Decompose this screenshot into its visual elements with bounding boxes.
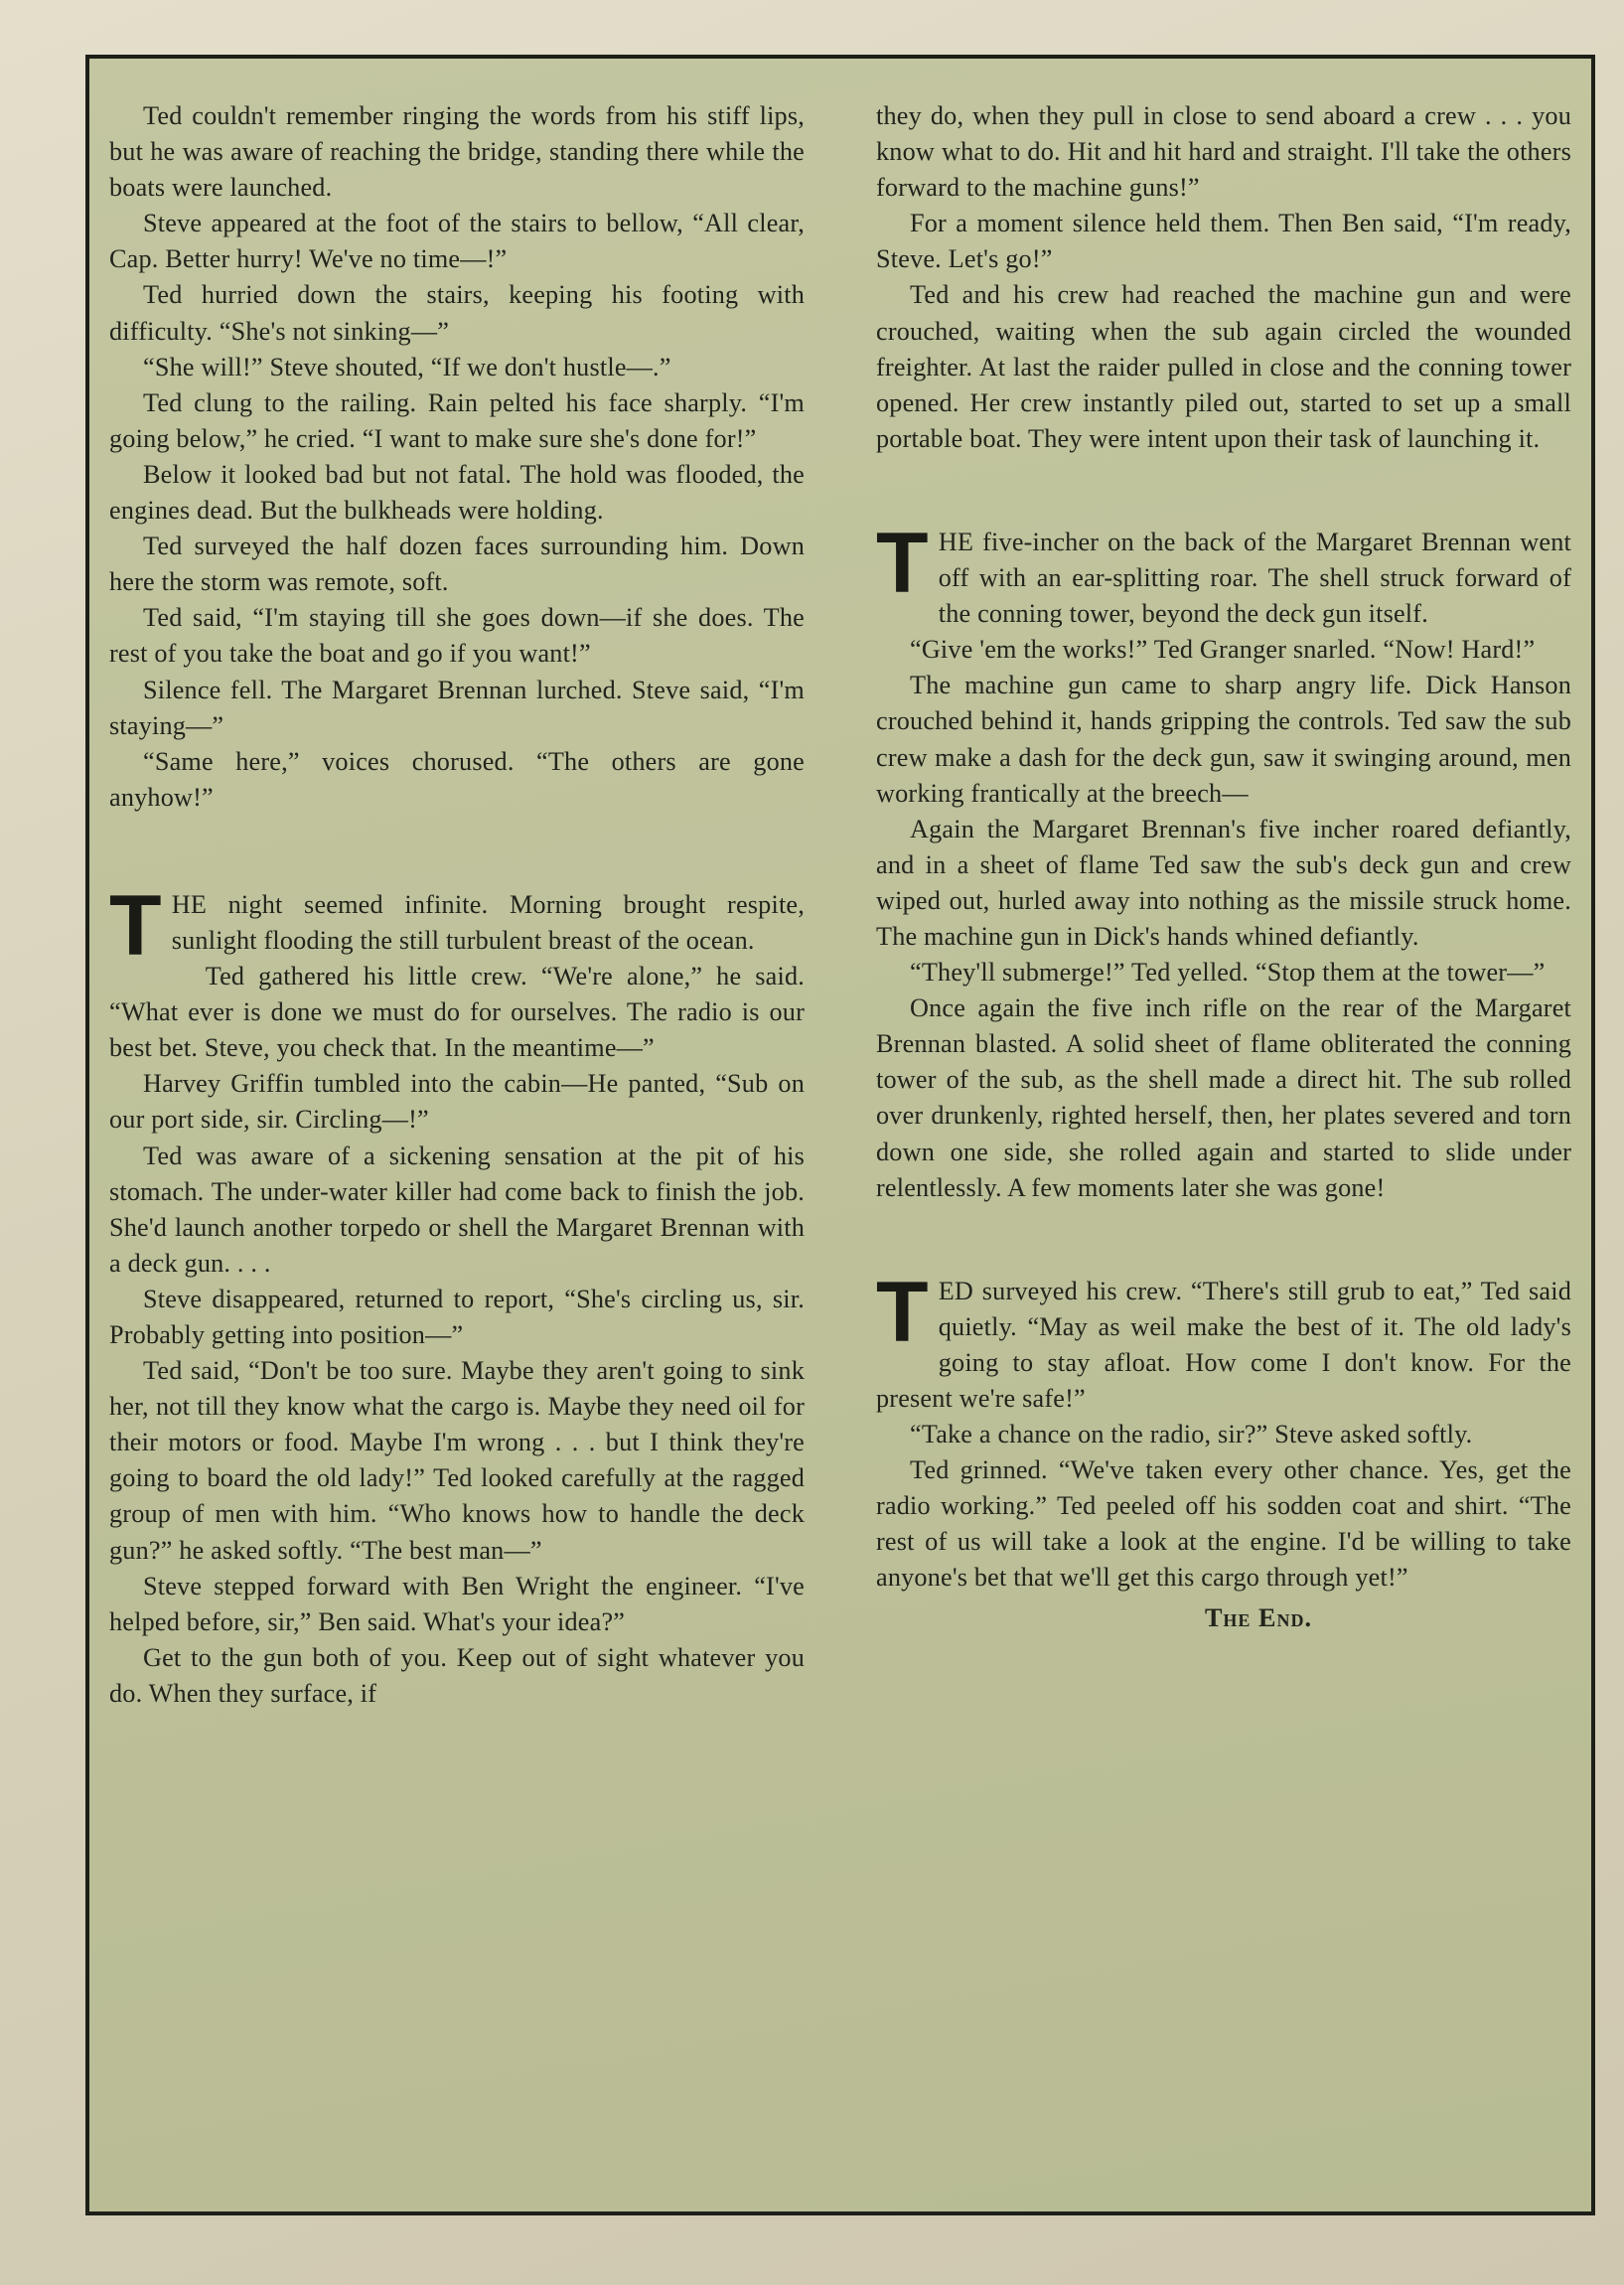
section-break: [109, 816, 805, 887]
paragraph: Silence fell. The Margaret Brennan lurched. Steve said, “I'm staying—”: [109, 675, 805, 740]
paragraph: Steve appeared at the foot of the stairs to bellow, “All clear, Cap. Better hurry! We've no time—!”: [109, 209, 805, 274]
section-opening-text: ED surveyed his crew. “There's still grub to eat,” Ted said quietly. “May as weil make the best of it. The old lady's going to stay afloat. How come I don't know. For the present we're safe!”: [876, 1276, 1571, 1413]
paragraph: “Same here,” voices chorused. “The others are gone anyhow!”: [109, 746, 805, 812]
left-column: [109, 98, 805, 1712]
paragraph: Again the Margaret Brennan's five incher roared defiantly, and in a sheet of flame Ted saw the sub's deck gun and crew wiped out, hurled away into nothing as the missile struck home. The machine gun in Dick's hands whined defiantly.: [876, 814, 1571, 951]
right-column: [876, 98, 1571, 1636]
section-opening-paragraph: [876, 515, 1571, 632]
section-opening-paragraph: [876, 1264, 1571, 1417]
paragraph: Steve disappeared, returned to report, “She's circling us, sir. Probably getting into position—”: [109, 1284, 805, 1349]
paragraph: Ted clung to the railing. Rain pelted his face sharply. “I'm going below,” he cried. “I want to make sure she's done for!”: [109, 387, 805, 453]
paragraph: Get to the gun both of you. Keep out of sight whatever you do. When they surface, if: [109, 1642, 805, 1708]
section-opening-text: HE night seemed infinite. Morning brought respite, sunlight flooding the still turbulent breast of the ocean.: [171, 889, 805, 955]
paragraph: Ted said, “Don't be too sure. Maybe they aren't going to sink her, not till they know what the cargo is. Maybe they need oil for their motors or food. Maybe I'm wrong . . . but I think they're going to board the old lady!” Ted looked carefully at the ragged group of men with him. “Who knows how to handle the deck gun?” he asked softly. “The best man—”: [109, 1356, 805, 1565]
paragraph: Ted gathered his little crew. “We're alone,” he said. “What ever is done we must do for ourselves. The radio is our best bet. Steve, you check that. In the meantime—”: [109, 962, 805, 1063]
drop-cap: T: [876, 515, 929, 611]
paragraph: Ted couldn't remember ringing the words from his stiff lips, but he was aware of reaching the bridge, standing there while the boats were launched.: [109, 101, 805, 203]
paragraph: Steve stepped forward with Ben Wright the engineer. “I've helped before, sir,” Ben said. What's your idea?”: [109, 1571, 805, 1636]
paragraph: Ted was aware of a sickening sensation at the pit of his stomach. The under-water killer had come back to finish the job. She'd launch another torpedo or shell the Margaret Brennan with a deck gun. . . .: [109, 1141, 805, 1278]
paragraph: Ted and his crew had reached the machine gun and were crouched, waiting when the sub again circled the wounded freighter. At last the raider pulled in close and the conning tower opened. Her crew instantly piled out, started to set up a small portable boat. They were intent upon their task of launching it.: [876, 280, 1571, 453]
section-break: [876, 1206, 1571, 1274]
paragraph: Ted grinned. “We've taken every other chance. Yes, get the radio working.” Ted peeled off his sodden coat and shirt. “The rest of us will take a look at the engine. I'd be willing to take anyone's bet that we'll get this cargo through yet!”: [876, 1455, 1571, 1593]
paragraph: “They'll submerge!” Ted yelled. “Stop them at the tower—”: [910, 958, 1546, 988]
section-opening-text: HE five-incher on the back of the Margaret Brennan went off with an ear-splitting roar. The shell struck forward of the conning tower, beyond the deck gun itself.: [938, 527, 1571, 629]
section-opening-paragraph: [109, 877, 805, 974]
paragraph: Ted surveyed the half dozen faces surrounding him. Down here the storm was remote, soft.: [109, 532, 805, 597]
section-break: [876, 457, 1571, 525]
paragraph: Ted hurried down the stairs, keeping his footing with difficulty. “She's not sinking—”: [109, 280, 805, 346]
paragraph: Below it looked bad but not fatal. The hold was flooded, the engines dead. But the bulkheads were holding.: [109, 459, 805, 526]
paragraph: For a moment silence held them. Then Ben said, “I'm ready, Steve. Let's go!”: [876, 209, 1571, 274]
story-frame: [85, 55, 1595, 2215]
paragraph: The machine gun came to sharp angry life. Dick Hanson crouched behind it, hands gripping the controls. Ted saw the sub crew make a dash for the deck gun, saw it swinging around, men working frantically at the breech—: [876, 671, 1571, 808]
paragraph: “Take a chance on the radio, sir?” Steve asked softly.: [910, 1420, 1473, 1449]
paragraph: “Give 'em the works!” Ted Granger snarled. “Now! Hard!”: [910, 635, 1536, 665]
drop-cap: T: [876, 1264, 929, 1360]
drop-cap: T: [109, 877, 162, 974]
paragraph: “She will!” Steve shouted, “If we don't hustle—.”: [143, 352, 671, 381]
paragraph: they do, when they pull in close to send aboard a crew . . . you know what to do. Hit and hit hard and straight. I'll take the others forward to the machine guns!”: [876, 101, 1571, 203]
the-end-label: The End.: [1204, 1602, 1313, 1632]
paragraph: Harvey Griffin tumbled into the cabin—He panted, “Sub on our port side, sir. Circling—!”: [109, 1069, 805, 1135]
paragraph: Ted said, “I'm staying till she goes down—if she does. The rest of you take the boat and go if you want!”: [109, 603, 805, 669]
paragraph: Once again the five inch rifle on the rear of the Margaret Brennan blasted. A solid sheet of flame obliterated the conning tower of the sub, as the shell made a direct hit. The sub rolled over drunkenly, righted herself, then, her plates severed and torn down one side, she rolled again and started to slide under relentlessly. A few moments later she was gone!: [876, 993, 1571, 1202]
